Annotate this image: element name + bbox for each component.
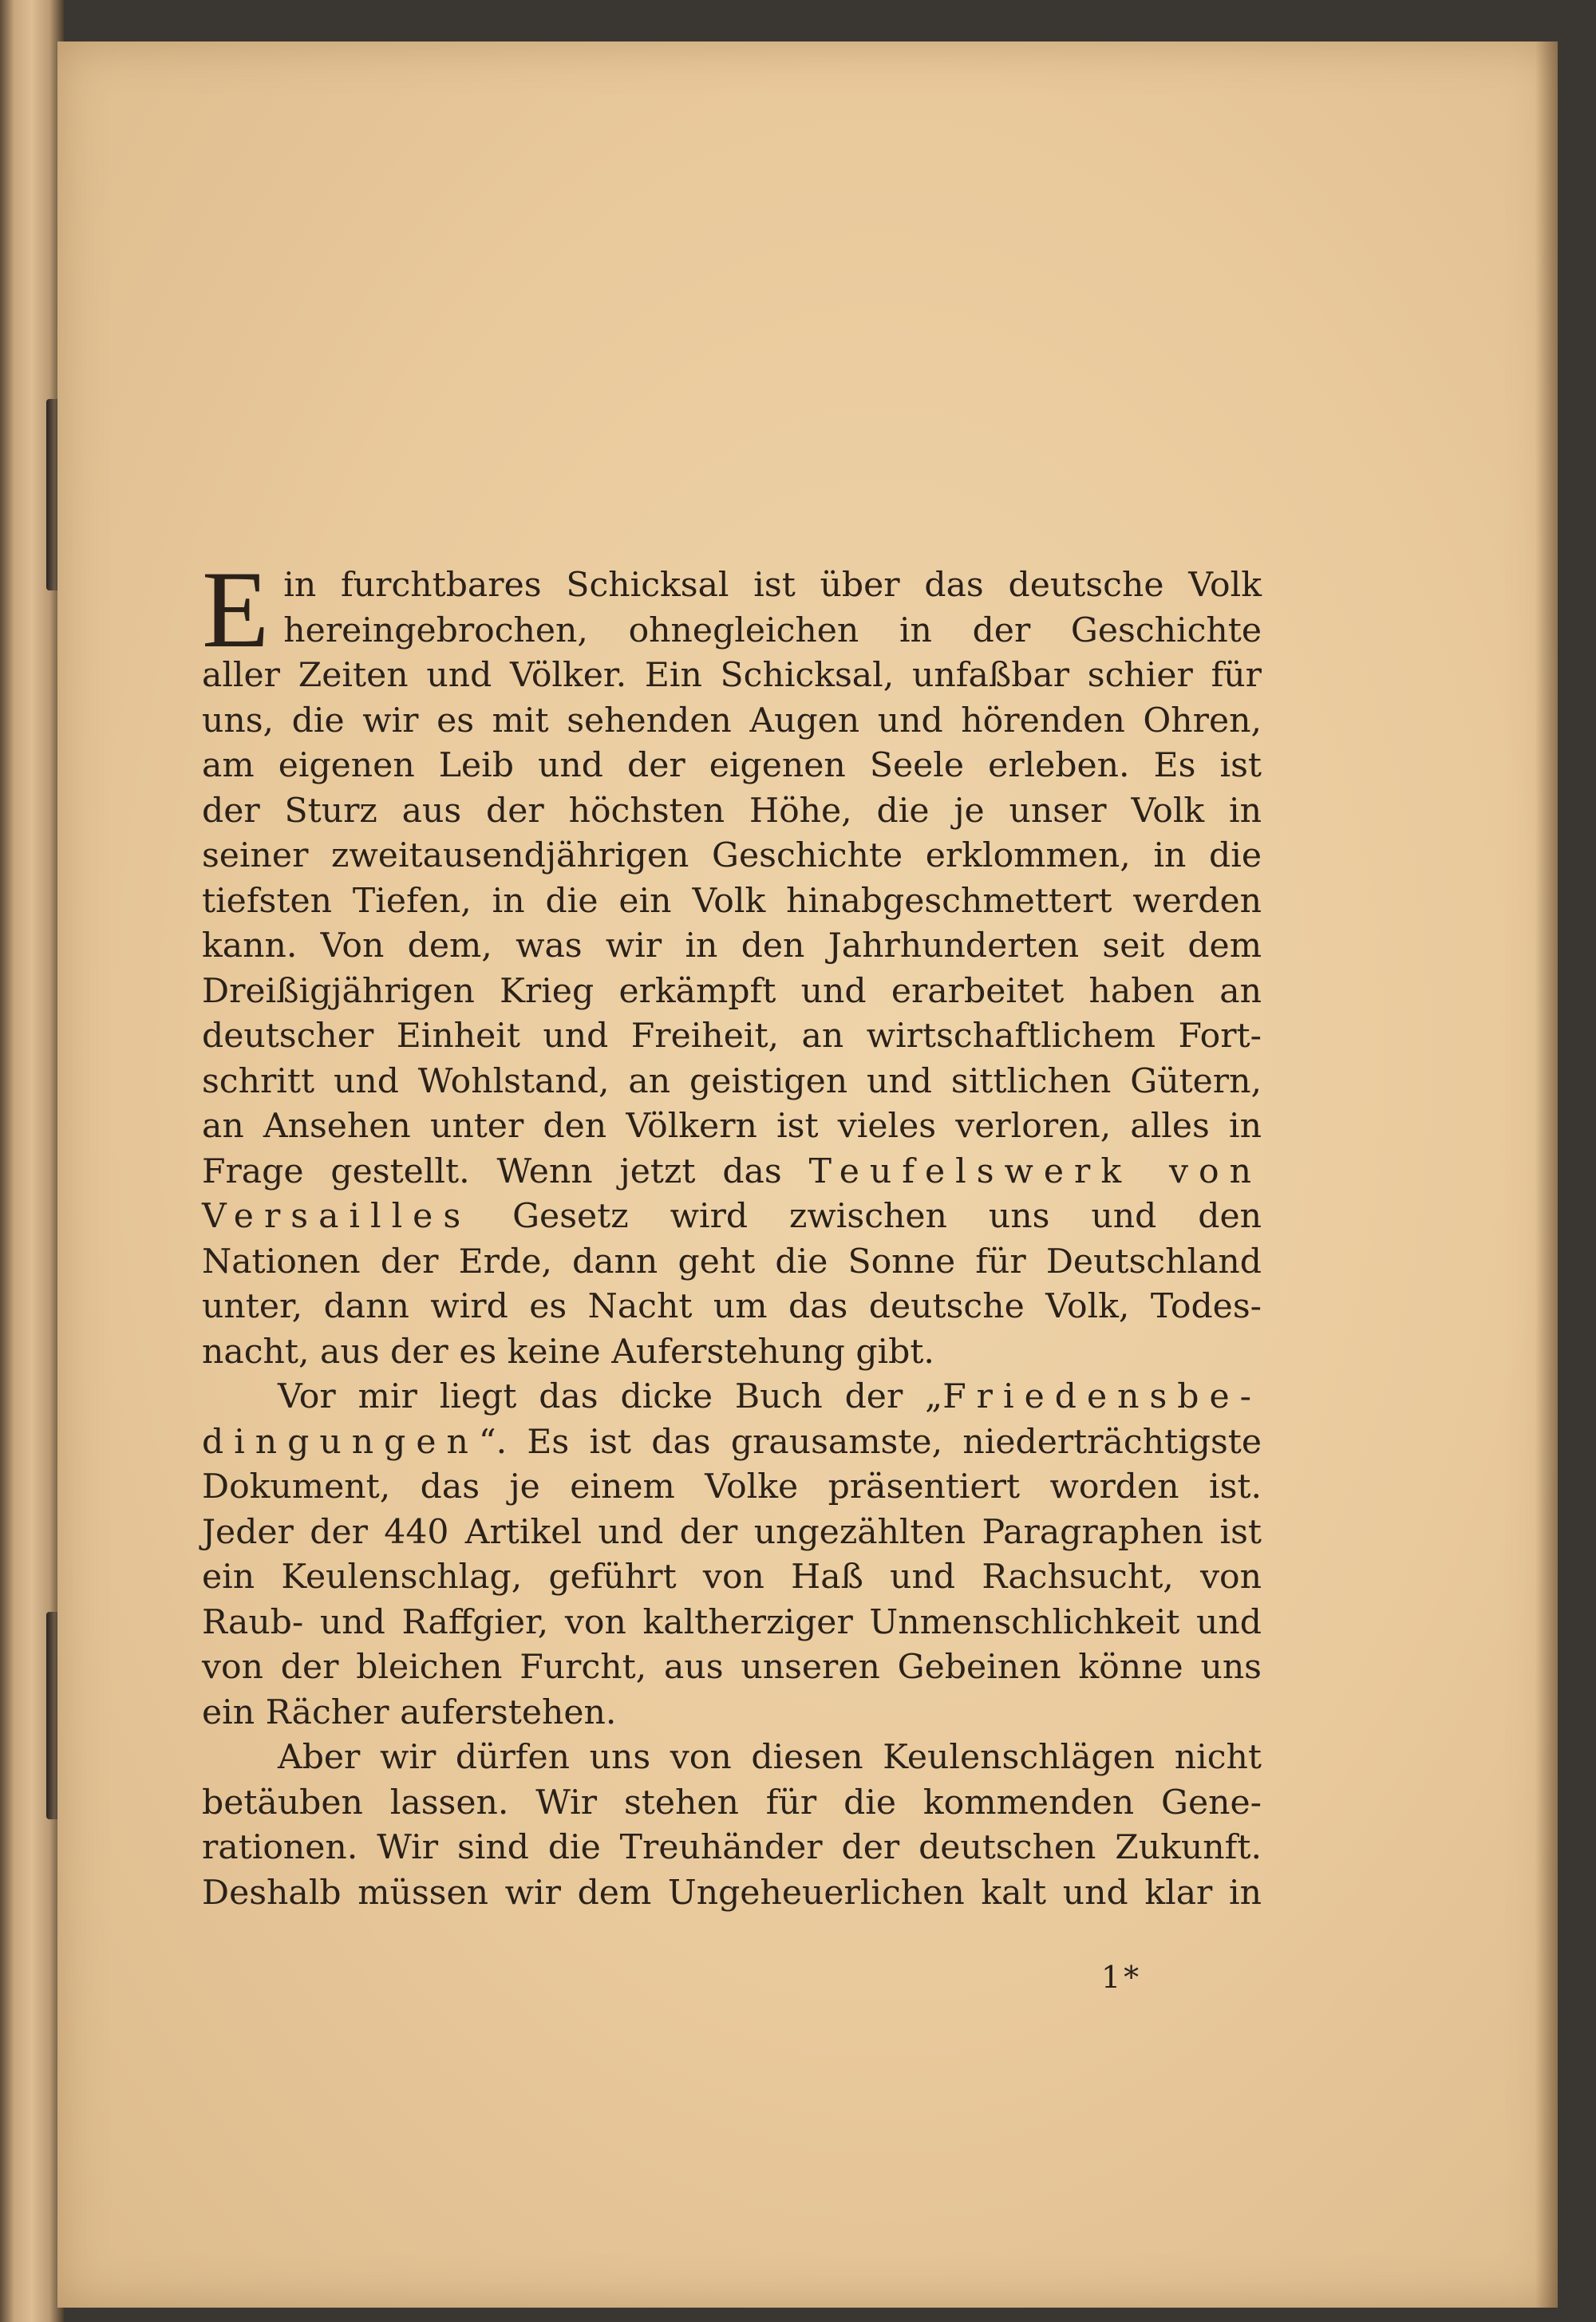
paragraph-2 [202, 1375, 1262, 1736]
text-line: seiner zweitausendjährigen Geschichte erklommen, in die [202, 836, 1262, 875]
text-line: hereingebrochen, ohnegleichen in der Geschichte [283, 610, 1262, 650]
book-binding [0, 0, 64, 2322]
text-line: uns, die wir es mit sehenden Augen und hörenden Ohren, [202, 701, 1262, 740]
drop-cap: E [202, 548, 270, 670]
text-line: betäuben lassen. Wir stehen für die kommenden Gene- [202, 1783, 1262, 1822]
spaced-emphasis: dingungen [202, 1422, 479, 1462]
text-span: Vor mir liegt das dicke Buch der „ [278, 1377, 943, 1416]
text-line: tiefsten Tiefen, in die ein Volk hinabgeschmettert werden [202, 881, 1262, 921]
text-line: Aber wir dürfen uns von diesen Keulenschlägen nicht [278, 1738, 1262, 1777]
text-line: unter, dann wird es Nacht um das deutsche Volk, Todes- [202, 1287, 1262, 1326]
spaced-emphasis: Friedensbe- [942, 1377, 1262, 1416]
text-line [202, 1150, 1262, 1195]
text-line [202, 1420, 1262, 1466]
text-line: schritt und Wohlstand, an geistigen und sittlichen Gütern, [202, 1061, 1262, 1101]
text-span: Frage gestellt. Wenn jetzt das [202, 1151, 782, 1191]
text-line: aller Zeiten und Völker. Ein Schicksal, unfaßbar schier für [202, 656, 1262, 695]
text-line: deutscher Einheit und Freiheit, an wirtschaftlichem Fort- [202, 1017, 1262, 1056]
signature-mark: 1* [1101, 1960, 1143, 1995]
spaced-emphasis: Teufelswerk von [808, 1151, 1262, 1191]
spaced-emphasis: Versailles [202, 1197, 472, 1236]
text-line: nacht, aus der es keine Auferstehung gibt. [202, 1332, 934, 1372]
text-line: in furchtbares Schicksal ist über das deutsche Volk [283, 566, 1262, 605]
text-line: rationen. Wir sind die Treuhänder der deutschen Zukunft. [202, 1828, 1262, 1867]
text-line: von der bleichen Furcht, aus unseren Gebeinen könne uns [202, 1648, 1262, 1687]
text-line: Dreißigjährigen Krieg erkämpft und erarbeitet haben an [202, 971, 1262, 1011]
text-line [202, 1195, 1262, 1240]
text-line: Nationen der Erde, dann geht die Sonne für Deutschland [202, 1242, 1262, 1281]
text-line [202, 1375, 1262, 1420]
text-line: ein Keulenschlag, geführt von Haß und Rachsucht, von [202, 1558, 1262, 1597]
text-line: Dokument, das je einem Volke präsentiert worden ist. [202, 1467, 1262, 1507]
page-text [202, 548, 1262, 1916]
text-line: Raub- und Raffgier, von kaltherziger Unmenschlichkeit und [202, 1602, 1262, 1642]
paragraph-1 [202, 548, 1262, 1375]
text-line: der Sturz aus der höchsten Höhe, die je unser Volk in [202, 791, 1262, 831]
paragraph-3 [202, 1736, 1262, 1916]
text-line: Deshalb müssen wir dem Ungeheuerlichen kalt und klar in [202, 1873, 1262, 1913]
text-line: an Ansehen unter den Völkern ist vieles verloren, alles in [202, 1107, 1262, 1146]
text-line: kann. Von dem, was wir in den Jahrhunderten seit dem [202, 926, 1262, 966]
text-span: “. Es ist das grausamste, niederträchtigste [478, 1422, 1262, 1462]
text-line: ein Rächer auferstehen. [202, 1692, 617, 1732]
text-line: am eigenen Leib und der eigenen Seele erleben. Es ist [202, 746, 1262, 785]
text-span: Gesetz wird zwischen uns und den [512, 1197, 1262, 1236]
text-line: Jeder der 440 Artikel und der ungezählten Paragraphen ist [202, 1512, 1262, 1552]
